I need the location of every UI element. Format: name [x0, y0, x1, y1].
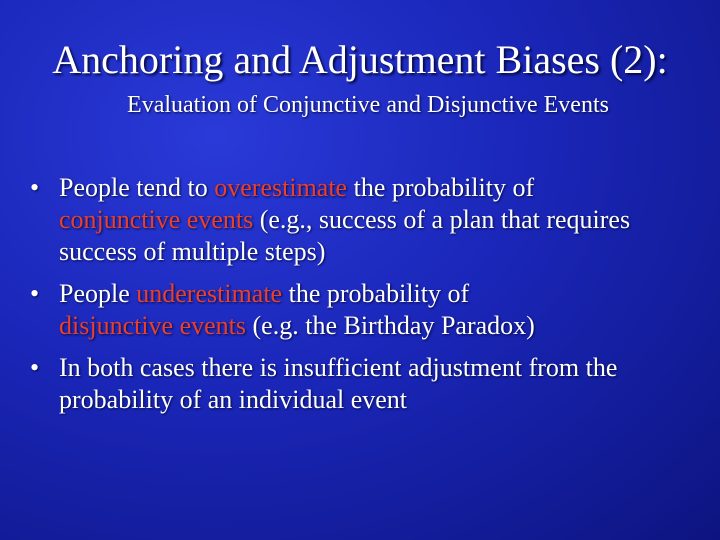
highlight-conjunctive-events: conjunctive events — [59, 205, 254, 234]
bullet-text: In both cases there is insufficient adjustment from the probability of an individual event — [59, 353, 618, 414]
slide-subtitle: Evaluation of Conjunctive and Disjunctive Events — [127, 92, 609, 118]
bullet-item-underestimate — [30, 278, 710, 342]
bullet-text: (e.g., success of a plan that requires success of multiple steps) — [59, 205, 631, 266]
bullet-text: the probability of — [282, 279, 470, 308]
bullet-icon: • — [30, 353, 40, 382]
bullet-icon: • — [30, 173, 40, 202]
bullet-text: People tend to — [59, 173, 215, 202]
highlight-underestimate: underestimate — [136, 279, 283, 308]
highlight-disjunctive-events: disjunctive events — [59, 311, 247, 340]
highlight-overestimate: overestimate — [214, 173, 348, 202]
bullet-item-insufficient-adjustment — [30, 352, 710, 416]
bullet-text: (e.g. the Birthday Paradox) — [246, 311, 535, 340]
bullet-item-overestimate — [30, 172, 710, 268]
bullet-list — [30, 172, 710, 426]
bullet-text: People — [59, 279, 137, 308]
bullet-text: the probability of — [347, 173, 535, 202]
bullet-icon: • — [30, 279, 40, 308]
slide-title: Anchoring and Adjustment Biases (2): — [52, 37, 668, 82]
